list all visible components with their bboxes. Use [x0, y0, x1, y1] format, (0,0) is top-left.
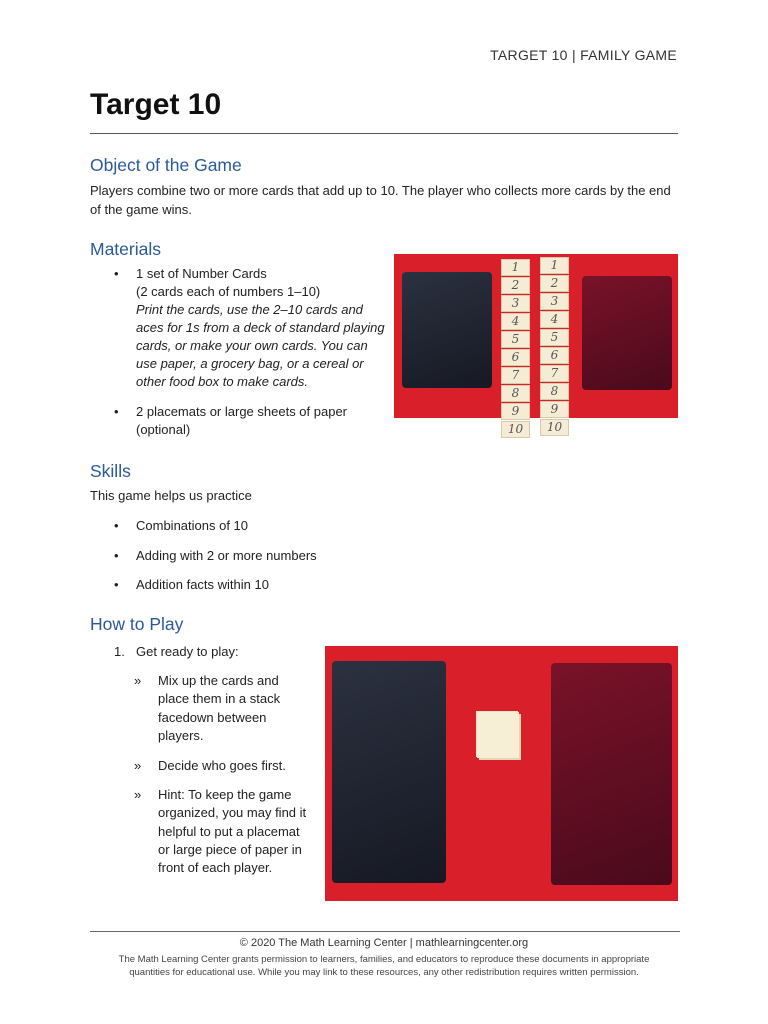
bullet-glyph: • [114, 404, 119, 419]
bullet-glyph: • [114, 577, 119, 592]
number-card: 9 [501, 403, 530, 420]
number-card: 2 [501, 277, 530, 294]
object-heading: Object of the Game [90, 155, 242, 175]
page-header: TARGET 10 | FAMILY GAME [490, 47, 677, 63]
number-card-column-left [501, 259, 530, 438]
number-card: 7 [501, 367, 530, 384]
number-card: 6 [501, 349, 530, 366]
number-card: 1 [501, 259, 530, 276]
howto-substep-text: Decide who goes first. [158, 758, 286, 773]
number-card: 2 [540, 275, 569, 292]
materials-item1-line2: (2 cards each of numbers 1–10) [136, 284, 321, 299]
skills-intro: This game helps us practice [90, 488, 252, 503]
dark-placemat [402, 272, 492, 388]
skills-item-text: Combinations of 10 [136, 518, 249, 533]
step-number: 1. [114, 644, 125, 659]
number-card: 3 [501, 295, 530, 312]
skills-heading: Skills [90, 461, 131, 481]
setup-photo [325, 646, 678, 901]
page-title: Target 10 [90, 88, 222, 121]
number-card: 8 [540, 383, 569, 400]
number-card: 3 [540, 293, 569, 310]
maroon-placemat [582, 276, 672, 390]
number-card: 4 [501, 313, 530, 330]
materials-item2-text: 2 placemats or large sheets of paper (optional) [136, 404, 348, 437]
materials-item1-line1: 1 set of Number Cards [136, 266, 267, 281]
number-card: 1 [540, 257, 569, 274]
number-card: 6 [540, 347, 569, 364]
howto-step1-text: Get ready to play: [136, 644, 239, 659]
maroon-placemat [551, 663, 672, 885]
footer-divider [90, 931, 680, 932]
title-divider [90, 133, 678, 134]
number-card: 5 [501, 331, 530, 348]
number-card: 10 [540, 419, 569, 436]
substep-marker: » [134, 673, 142, 688]
howto-substep-text: Hint: To keep the game organized, you may find it helpful to put a placemat or large piece of paper in front of each player. [158, 787, 307, 876]
bullet-glyph: • [114, 518, 119, 533]
skills-item-text: Adding with 2 or more numbers [136, 548, 317, 563]
bullet-glyph: • [114, 548, 119, 563]
substep-marker: » [134, 787, 142, 802]
number-card: 8 [501, 385, 530, 402]
howto-heading: How to Play [90, 614, 184, 634]
number-card-column-right [540, 257, 569, 436]
number-card: 4 [540, 311, 569, 328]
footer-copyright: © 2020 The Math Learning Center | mathlearningcenter.org [239, 937, 529, 949]
materials-heading: Materials [90, 239, 161, 259]
skills-item-text: Addition facts within 10 [136, 577, 269, 592]
object-text: Players combine two or more cards that add up to 10. The player who collects more cards by the end of the game wins. [90, 183, 671, 217]
substep-marker: » [134, 758, 142, 773]
dark-placemat [332, 661, 446, 883]
bullet-glyph: • [114, 266, 119, 281]
number-card: 9 [540, 401, 569, 418]
footer-permission: The Math Learning Center grants permission to learners, families, and educators to reproduce these documents in appropriate quantities for educational use. While you may link to these resources, any other redistribution requires written permission. [118, 954, 650, 978]
number-card: 10 [501, 421, 530, 438]
howto-substep-text: Mix up the cards and place them in a stack facedown between players. [158, 673, 281, 743]
number-card: 7 [540, 365, 569, 382]
facedown-card-stack [477, 712, 519, 758]
materials-item1-note: Print the cards, use the 2–10 cards and aces for 1s from a deck of standard playing cards, or make your own cards. You can use paper, a grocery bag, or a cereal or other food box to make cards. [136, 302, 385, 389]
number-card: 5 [540, 329, 569, 346]
materials-photo [394, 254, 678, 436]
